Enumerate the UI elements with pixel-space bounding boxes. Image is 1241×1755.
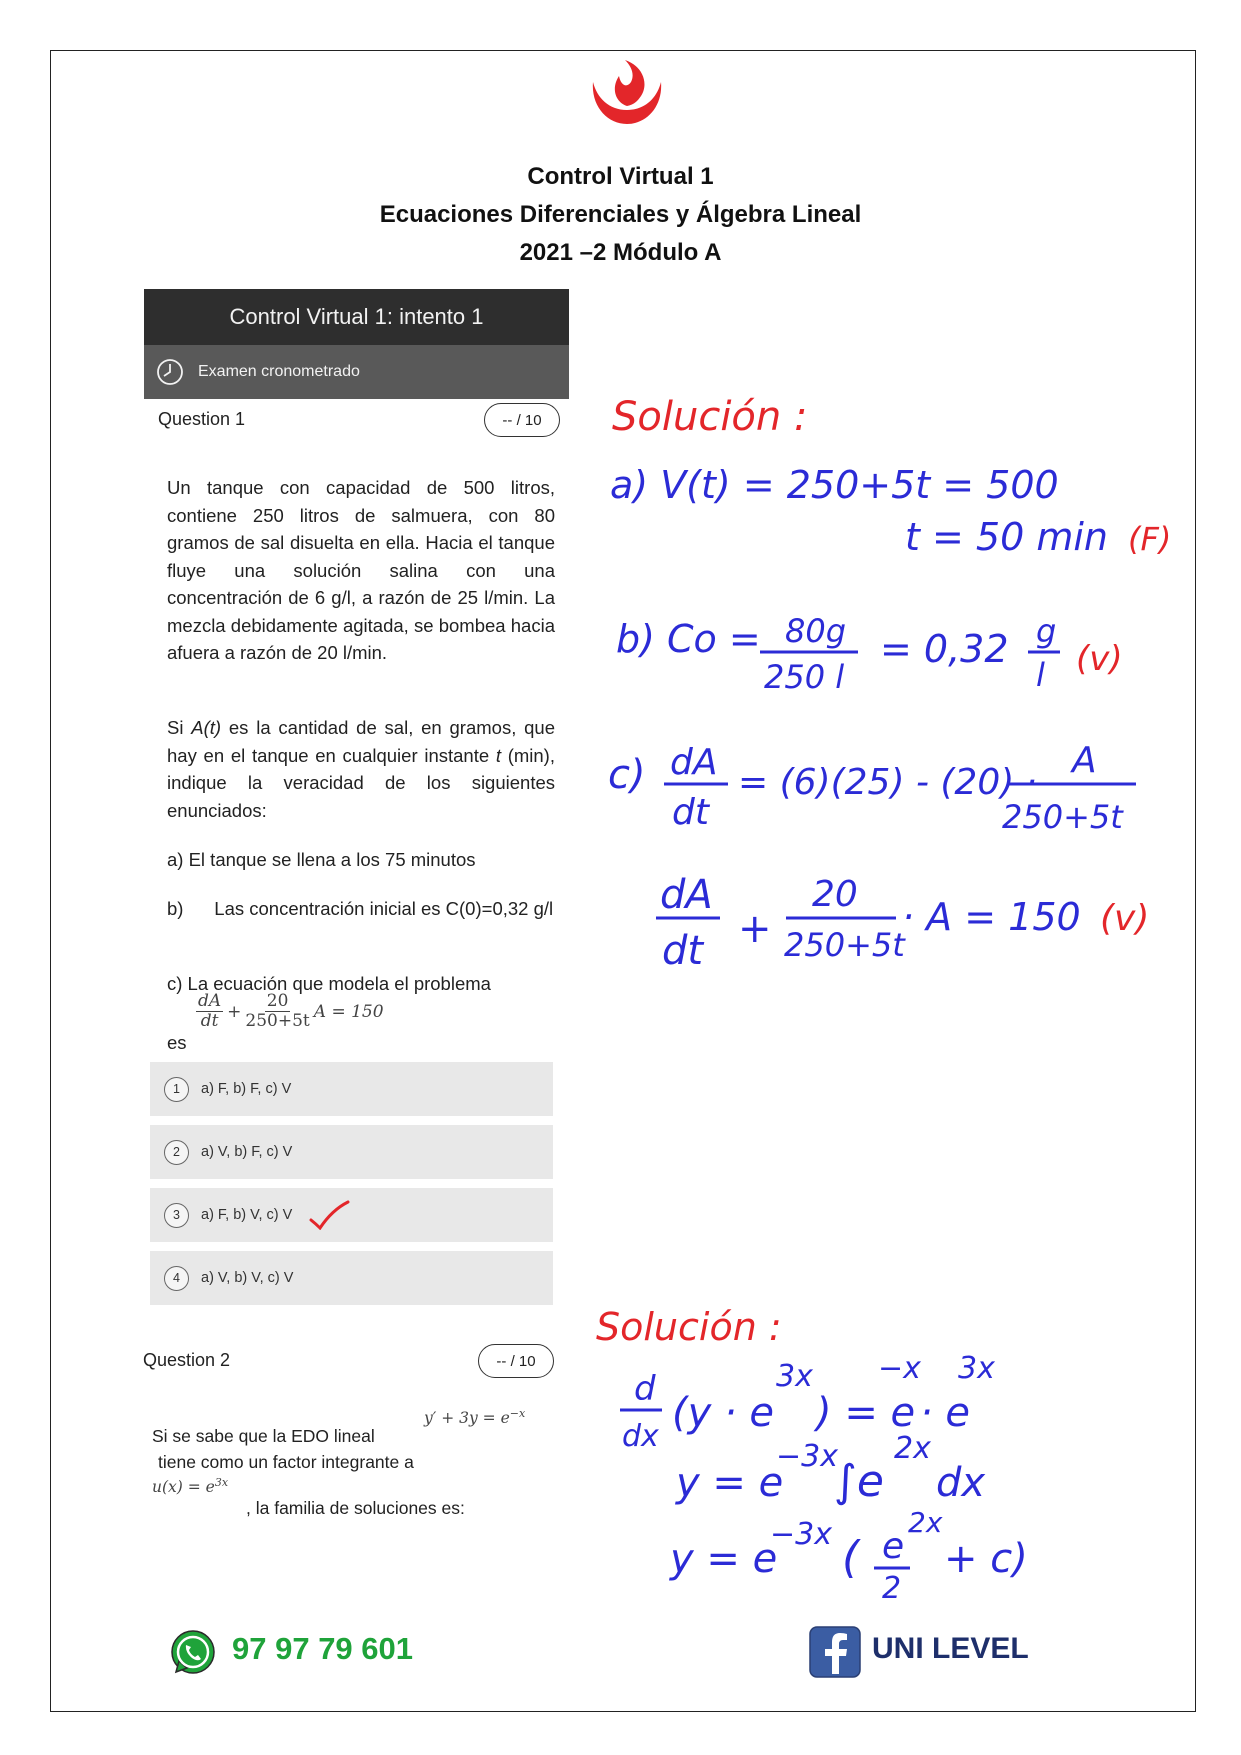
quiz-subtitle: Examen cronometrado: [198, 363, 360, 380]
solution-d-mark: (v): [1100, 898, 1150, 939]
solution-2-heading: Solución :: [596, 1305, 782, 1349]
solution-2-exp3: 3x: [958, 1351, 995, 1386]
solution-b-den: 250 l: [764, 658, 845, 696]
document-header: [0, 158, 1241, 272]
option-text: a) V, b) V, c) V: [201, 1270, 294, 1286]
statement-a: a) El tanque se llena a los 75 minutos: [167, 849, 476, 870]
solution-2-exp2: −x: [878, 1351, 921, 1386]
solution-2-line-2: y = e: [676, 1460, 784, 1506]
question-2-label: Question 2: [143, 1350, 231, 1370]
solution-b-left: b) Co =: [616, 617, 761, 661]
solution-2-paren: (: [842, 1532, 860, 1583]
quiz-title: Control Virtual 1: intento 1: [229, 304, 484, 329]
solution-2-line-2-exp: −3x: [776, 1439, 838, 1474]
question-1-paragraph-2: Si A(t) es la cantidad de sal, en gramos, que hay en el tanque en cualquier instante t (min), indique la veracidad de los siguientes enunciados:: [167, 717, 556, 821]
question-1-label: Question 1: [158, 409, 246, 429]
question-2-line-3: , la familia de soluciones es:: [246, 1498, 465, 1518]
question-2-score: -- / 10: [478, 1344, 554, 1378]
option-number: 1: [164, 1077, 189, 1102]
header-line-1: Control Virtual 1: [527, 163, 714, 190]
solution-2-body: (y · e: [672, 1390, 775, 1436]
solution-2-end: · e: [920, 1390, 971, 1436]
solution-a-line-1: a) V(t) = 250+5t = 500: [610, 463, 1059, 507]
solution-d-den: 250+5t: [784, 926, 905, 964]
solution-b-unit-den: l: [1036, 656, 1045, 694]
question-1-text: [167, 474, 555, 667]
solution-2-exp1: 3x: [776, 1359, 813, 1394]
header-line-3: 2021 –2 Módulo A: [519, 239, 722, 266]
solution-c-den: 250+5t: [1002, 798, 1123, 836]
statement-c: c) La ecuación que modela el problema: [167, 973, 491, 994]
solution-a-mark: (F): [1128, 520, 1172, 558]
solution-d-plus: +: [738, 906, 772, 952]
solution-c-label: c): [608, 752, 646, 798]
solution-2-d: d: [634, 1369, 656, 1409]
answer-option-4[interactable]: [150, 1251, 553, 1305]
solution-2-line-3-end: + c): [944, 1536, 1028, 1582]
solution-d-rest: · A = 150: [902, 895, 1081, 939]
answer-option-3[interactable]: [150, 1188, 553, 1242]
solution-b-mid: = 0,32: [880, 627, 1009, 671]
brand-name: UNI LEVEL: [872, 1632, 1029, 1665]
option-number: 3: [164, 1203, 189, 1228]
university-logo: [585, 58, 669, 130]
option-number: 2: [164, 1140, 189, 1165]
solution-b-unit-num: g: [1036, 612, 1057, 650]
solution-2-frac-num: e: [882, 1526, 905, 1567]
question-2-line-2: tiene como un factor integrante a: [158, 1452, 414, 1472]
solution-d-20: 20: [812, 874, 858, 915]
option-text: a) F, b) V, c) V: [201, 1207, 293, 1223]
solution-a-line-2: t = 50 min: [905, 515, 1108, 559]
question-1-paragraph-1: Un tanque con capacidad de 500 litros, contiene 250 litros de salmuera, con 80 gramos de sal disuelta en ella. Hacia el tanque fluye una solución salina con una concentración de 6 g/l, a razón de 25 l/min. La mezcla debidamente agitada, se bombea hacia afuera a razón de 20 l/min.: [167, 477, 555, 663]
checkmark-icon: [308, 1200, 350, 1230]
solution-b-mark: (v): [1076, 639, 1123, 679]
solution-2-frac-numexp: 2x: [908, 1506, 943, 1539]
solution-2-mid: ) = e: [816, 1390, 916, 1436]
quiz-subtitle-bar: [144, 345, 569, 399]
clock-icon: [156, 358, 184, 386]
header-line-2: Ecuaciones Diferenciales y Álgebra Lineal: [379, 201, 862, 228]
solution-2-line-3: y = e: [670, 1536, 778, 1582]
solution-2-line-2-exp2: 2x: [894, 1431, 931, 1466]
solution-2-dx-end: dx: [936, 1460, 986, 1506]
solution-d-dt: dt: [662, 928, 704, 974]
solution-2-integral: ∫e: [834, 1456, 884, 1507]
option-text: a) F, b) F, c) V: [201, 1081, 292, 1097]
handwritten-solution-1: [600, 380, 1200, 1000]
question-2-line-1: Si se sabe que la EDO lineal: [152, 1426, 375, 1446]
question-2-edo: $y' + 3y = e^{-x}$: [424, 1407, 526, 1428]
answer-option-1[interactable]: [150, 1062, 553, 1116]
quiz-title-bar: [144, 289, 569, 345]
statement-b: b) Las concentración inicial es C(0)=0,32 g/l: [167, 898, 554, 919]
handwritten-solution-2: [590, 1300, 1090, 1606]
whatsapp-icon: [168, 1628, 218, 1678]
solution-c-dt: dt: [672, 792, 709, 833]
solution-2-line-3-exp: −3x: [770, 1517, 832, 1552]
solution-c-eq: = (6)(25) - (20) ·: [738, 762, 1038, 803]
statement-c-equation: $\frac{dA}{dt}$ + $\frac{20}{250+5t}$ A = 150: [198, 991, 384, 1031]
solution-c-dA: dA: [670, 742, 718, 783]
statement-c-end: es: [167, 1032, 187, 1053]
solution-2-dx: dx: [622, 1419, 659, 1454]
option-number: 4: [164, 1266, 189, 1291]
facebook-icon: [809, 1626, 861, 1678]
phone-number: 97 97 79 601: [232, 1631, 414, 1666]
solution-d-dA: dA: [660, 872, 713, 918]
question-2-factor: $u(x) = e^{3x}$: [152, 1476, 229, 1497]
solution-1-heading: Solución :: [612, 394, 808, 440]
option-text: a) V, b) F, c) V: [201, 1144, 293, 1160]
solution-c-A: A: [1072, 740, 1097, 781]
solution-b-num: 80g: [785, 612, 847, 650]
solution-2-frac-den: 2: [882, 1571, 902, 1606]
answer-option-2[interactable]: [150, 1125, 553, 1179]
question-1-score: -- / 10: [484, 403, 560, 437]
